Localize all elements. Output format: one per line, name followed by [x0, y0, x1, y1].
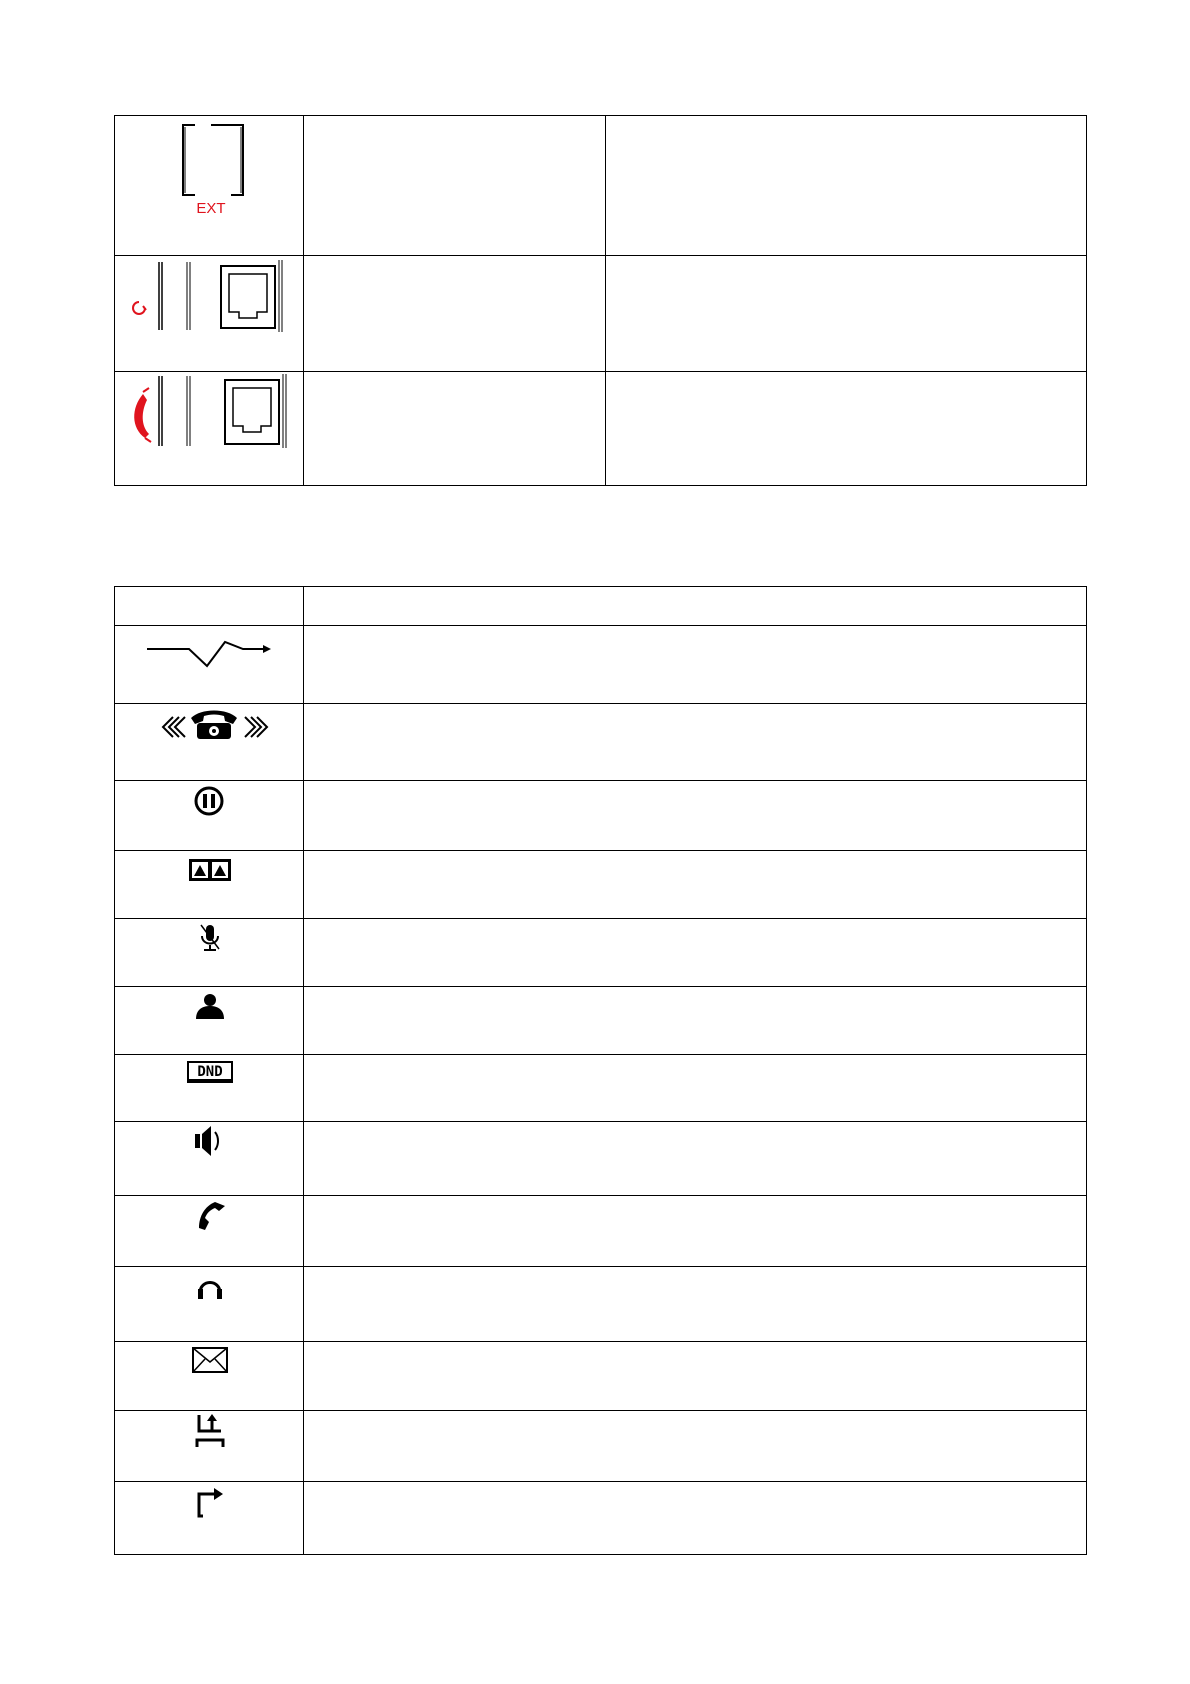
- conference-icon: [115, 851, 304, 901]
- table-row: [115, 1267, 1087, 1342]
- dnd-icon: [115, 1055, 304, 1105]
- table-row: [115, 1055, 1087, 1122]
- message-envelope-icon: [115, 1342, 304, 1392]
- ports-row-3-col3: [606, 372, 1087, 486]
- table-row: [115, 1411, 1087, 1482]
- table-row: [115, 851, 1087, 919]
- table-header-row: [115, 587, 1087, 626]
- network-signal-icon: [115, 626, 304, 686]
- ports-row-2-col3: [606, 256, 1087, 372]
- handset-port-cell: [115, 372, 304, 486]
- headset-port-icon: [115, 256, 304, 370]
- handset-icon: [115, 1196, 304, 1246]
- headset-icon: [115, 1267, 304, 1321]
- ports-row-3-col2: [304, 372, 606, 486]
- table-row: [115, 987, 1087, 1055]
- header-icon-col: [115, 587, 304, 626]
- contact-person-icon: [115, 987, 304, 1037]
- header-desc-col: [304, 587, 1087, 626]
- mute-microphone-icon: [115, 919, 304, 969]
- table-row: [115, 1482, 1087, 1555]
- ext-port-icon: [115, 116, 304, 254]
- headset-port-cell: [115, 256, 304, 372]
- ext-label: EXT: [196, 200, 226, 217]
- speaker-icon: [115, 1122, 304, 1176]
- ports-row-2-col2: [304, 256, 606, 372]
- handset-port-icon: [115, 372, 304, 484]
- table-row: [115, 626, 1087, 704]
- table-row: [115, 1122, 1087, 1196]
- ports-row-1-col3: [606, 116, 1087, 256]
- table-row: [115, 116, 1087, 256]
- ports-table: [114, 115, 1087, 486]
- hold-icon: [115, 781, 304, 831]
- table-row: [115, 1196, 1087, 1267]
- table-row: [115, 704, 1087, 781]
- ringing-phone-icon: [115, 704, 304, 764]
- dnd-label: DND: [197, 1064, 223, 1080]
- table-row: [115, 781, 1087, 851]
- icons-table: [114, 586, 1087, 1555]
- table-row: [115, 372, 1087, 486]
- ports-row-1-col2: [304, 116, 606, 256]
- call-forward-icon: [115, 1482, 304, 1532]
- table-row: [115, 256, 1087, 372]
- call-transfer-icon: [115, 1411, 304, 1461]
- table-row: [115, 1342, 1087, 1411]
- ext-port-cell: [115, 116, 304, 256]
- table-row: [115, 919, 1087, 987]
